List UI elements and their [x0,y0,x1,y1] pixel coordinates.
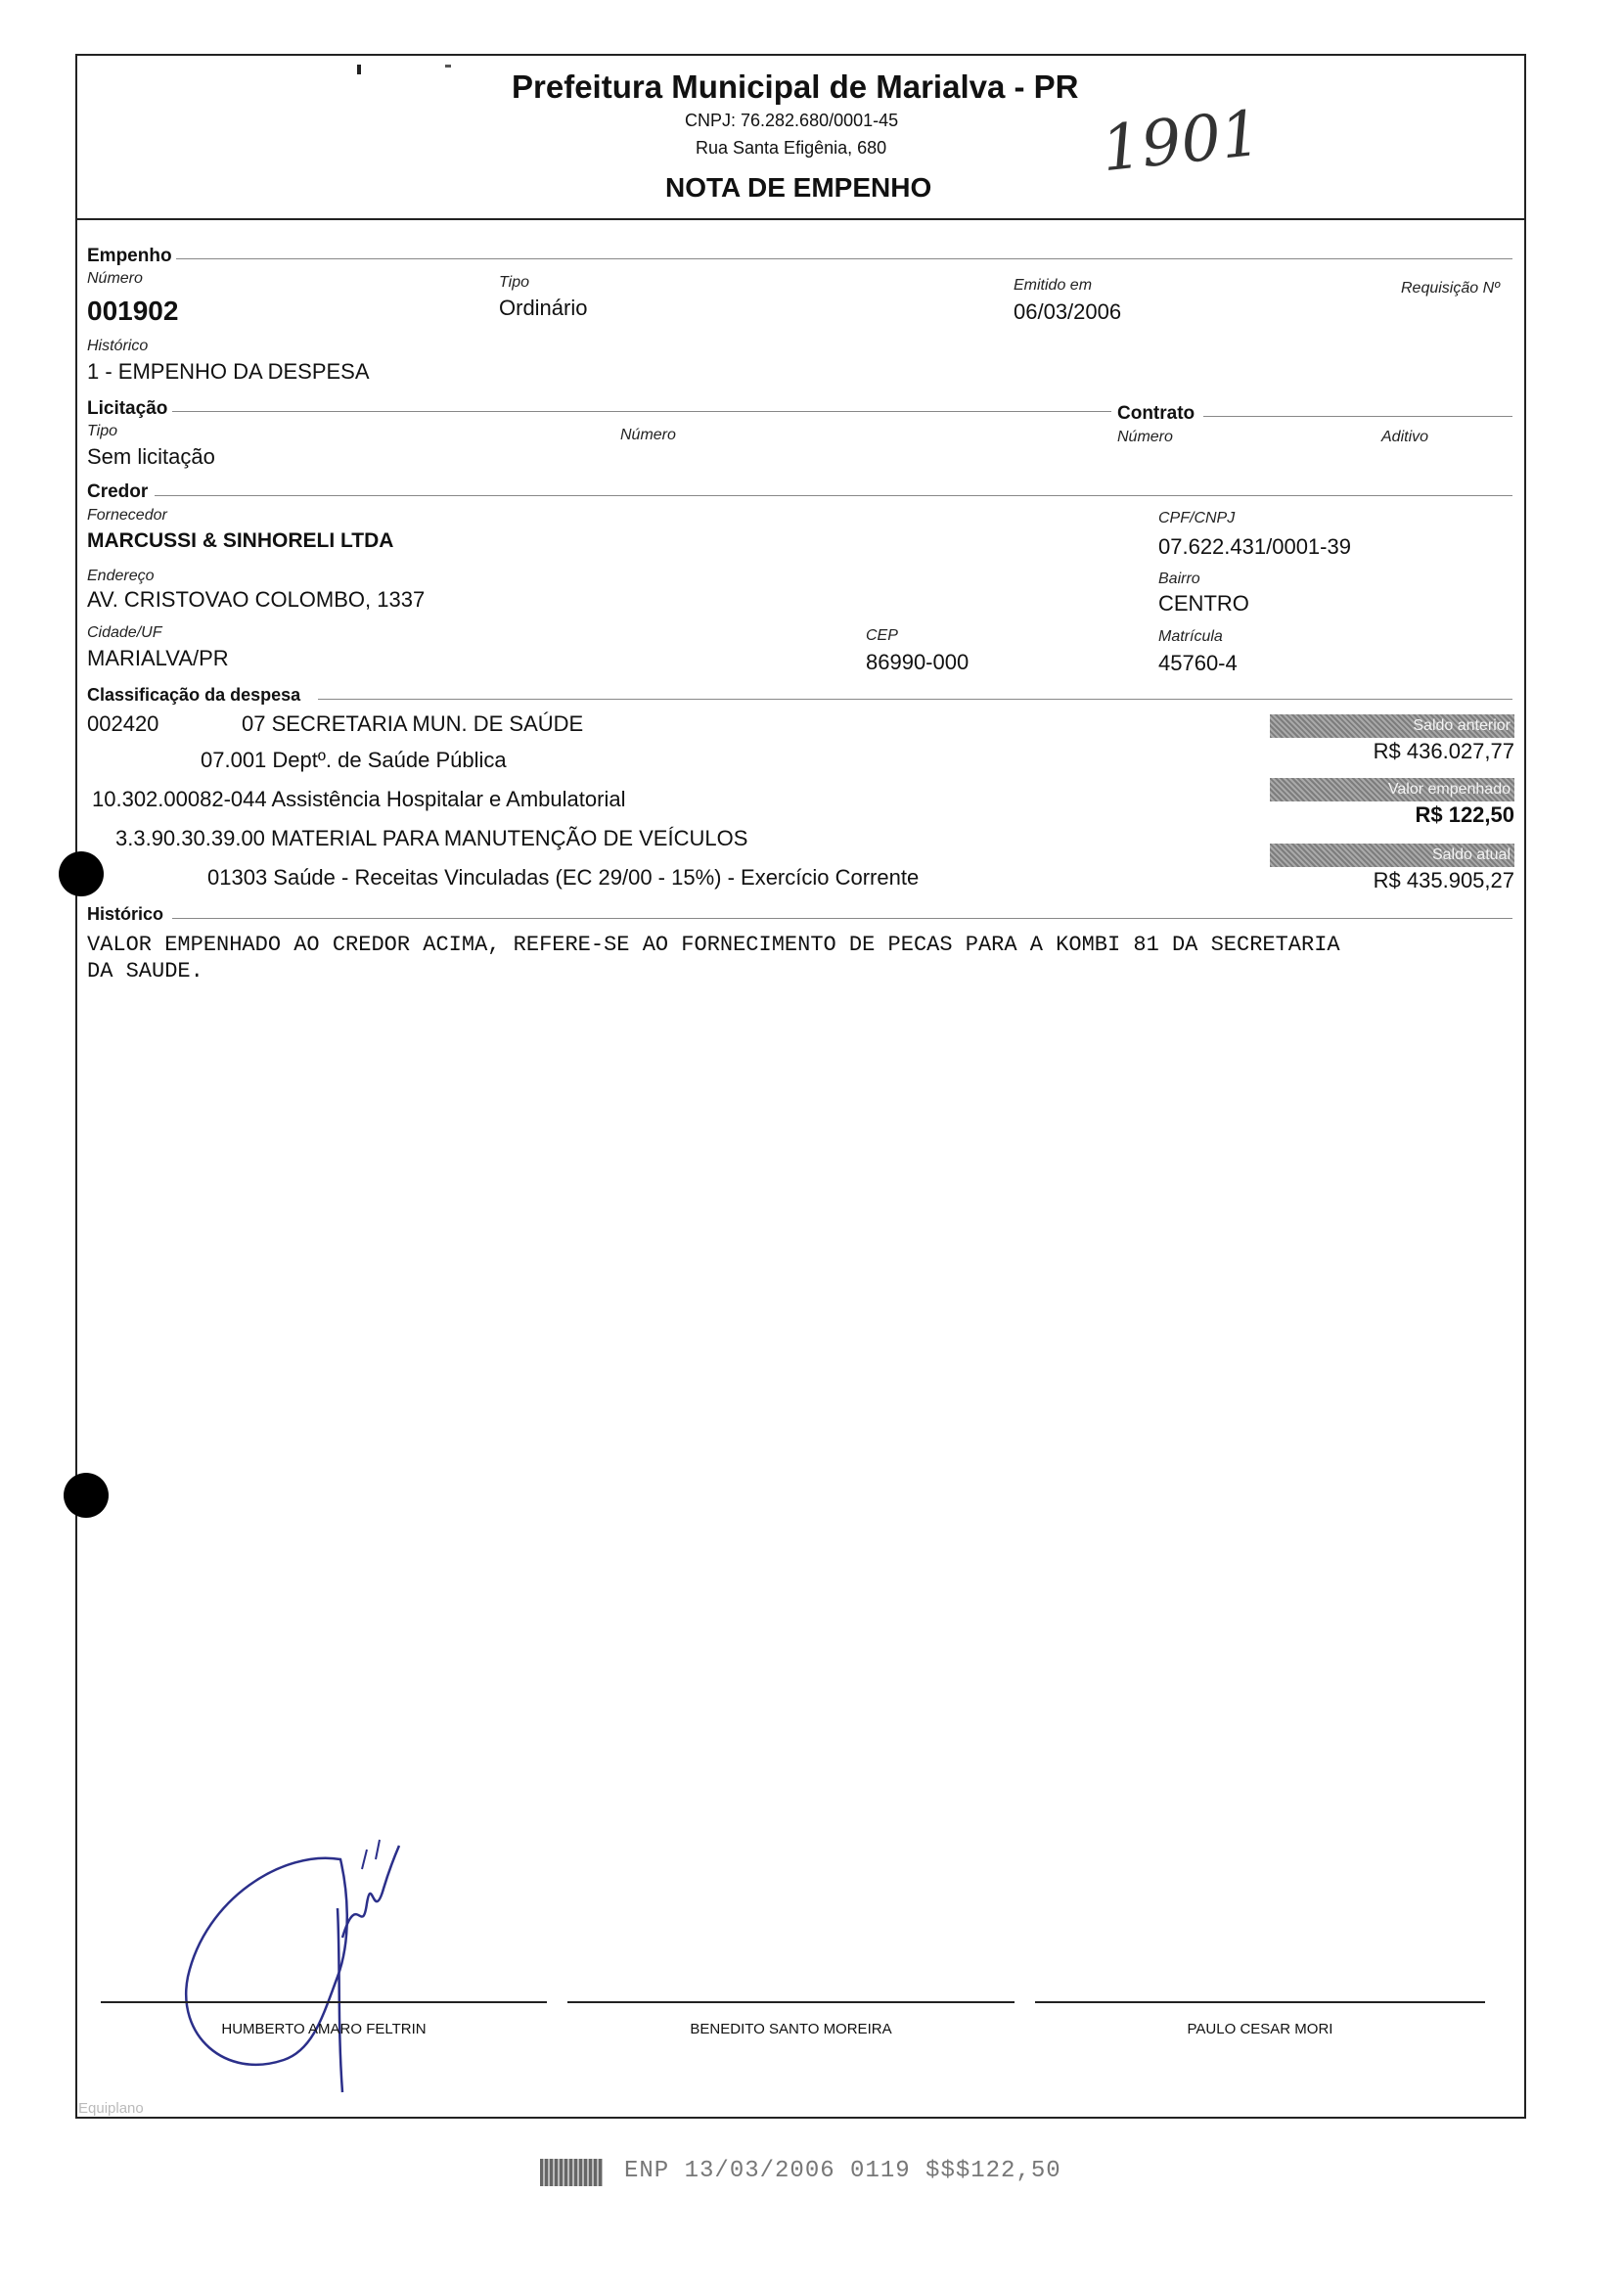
cep: 86990-000 [866,650,970,674]
classificacao-fonte: 01303 Saúde - Receitas Vinculadas (EC 29/00 - 15%) - Exercício Corrente [207,865,920,890]
emitido-label: Emitido em [1014,277,1093,294]
doc-title: NOTA DE EMPENHO [665,172,932,203]
historico-line-2: DA SAUDE. [87,959,203,983]
licitacao-numero-label: Número [620,427,676,443]
endereco: AV. CRISTOVAO COLOMBO, 1337 [87,587,426,612]
software-watermark: Equiplano [78,2100,144,2117]
historico-line-1: VALOR EMPENHADO AO CREDOR ACIMA, REFERE-SE AO FORNECIMENTO DE PECAS PARA A KOMBI 81 DA SECRETARIA [87,933,1340,957]
empenho-numero: 001902 [87,296,179,326]
classificacao-code: 002420 [87,711,159,736]
header-divider [75,218,1526,220]
saldo-anterior-label: Saldo anterior [1270,714,1514,738]
section-licitacao: Licitação [87,398,168,419]
cidade-label: Cidade/UF [87,624,162,641]
cidade: MARIALVA/PR [87,646,229,670]
valor-empenhado-label: Valor empenhado [1270,778,1514,801]
classificacao-funcional: 10.302.00082-044 Assistência Hospitalar e Ambulatorial [92,787,626,811]
rule-historico [172,918,1512,919]
handwritten-number: 1901 [1098,97,1265,187]
empenho-historico: 1 - EMPENHO DA DESPESA [87,359,370,384]
signature-scribble [166,1830,450,2114]
signature-name-3: PAULO CESAR MORI [1187,2021,1333,2037]
valor-empenhado: R$ 122,50 [1415,802,1514,827]
scan-mark [445,65,451,68]
stamp-text: ENP 13/03/2006 0119 $$$122,50 [624,2158,1061,2184]
requisicao-label: Requisição Nº [1401,280,1500,297]
rule-empenho [176,258,1512,259]
section-credor: Credor [87,481,149,502]
empenho-historico-label: Histórico [87,338,149,354]
licitacao-tipo: Sem licitação [87,444,215,469]
cpf-label: CPF/CNPJ [1158,510,1236,526]
empenho-tipo: Ordinário [499,296,588,320]
saldo-anterior: R$ 436.027,77 [1373,739,1514,763]
classificacao-unidade: 07.001 Deptº. de Saúde Pública [201,748,507,772]
signature-name-1: HUMBERTO AMARO FELTRIN [221,2021,427,2037]
contrato-numero-label: Número [1117,429,1173,445]
punch-hole [59,851,104,896]
bairro: CENTRO [1158,591,1249,616]
scan-mark [357,65,361,74]
matricula: 45760-4 [1158,651,1238,675]
signature-line-3 [1035,2001,1485,2003]
fornecedor: MARCUSSI & SINHORELI LTDA [87,529,394,552]
signature-line-2 [567,2001,1015,2003]
classificacao-elemento: 3.3.90.30.39.00 MATERIAL PARA MANUTENÇÃO DE VEÍCULOS [115,826,748,850]
saldo-atual-label: Saldo atual [1270,844,1514,867]
endereco-label: Endereço [87,568,155,584]
rule-licitacao [172,411,1111,412]
bairro-label: Bairro [1158,571,1200,587]
signature-name-2: BENEDITO SANTO MOREIRA [690,2021,892,2037]
rule-credor [155,495,1512,496]
saldo-atual: R$ 435.905,27 [1373,868,1514,892]
contrato-aditivo-label: Aditivo [1381,429,1429,445]
cep-label: CEP [866,627,898,644]
cpf-cnpj: 07.622.431/0001-39 [1158,534,1351,559]
matricula-label: Matrícula [1158,628,1223,645]
section-historico: Histórico [87,904,164,924]
org-name: Prefeitura Municipal de Marialva - PR [512,69,1079,105]
rule-classificacao [318,699,1512,700]
empenho-numero-label: Número [87,270,143,287]
section-empenho: Empenho [87,246,172,266]
section-classificacao: Classificação da despesa [87,685,301,705]
org-address: Rua Santa Efigênia, 680 [696,138,887,158]
emitido-date: 06/03/2006 [1014,299,1122,324]
rule-contrato [1203,416,1512,417]
licitacao-tipo-label: Tipo [87,423,117,439]
fornecedor-label: Fornecedor [87,507,167,524]
org-cnpj: CNPJ: 76.282.680/0001-45 [685,111,899,130]
signature-line-1 [101,2001,547,2003]
stamp-logo [540,2159,603,2186]
section-contrato: Contrato [1117,403,1195,424]
punch-hole [64,1473,109,1518]
empenho-tipo-label: Tipo [499,274,529,291]
classificacao-orgao: 07 SECRETARIA MUN. DE SAÚDE [242,711,584,736]
